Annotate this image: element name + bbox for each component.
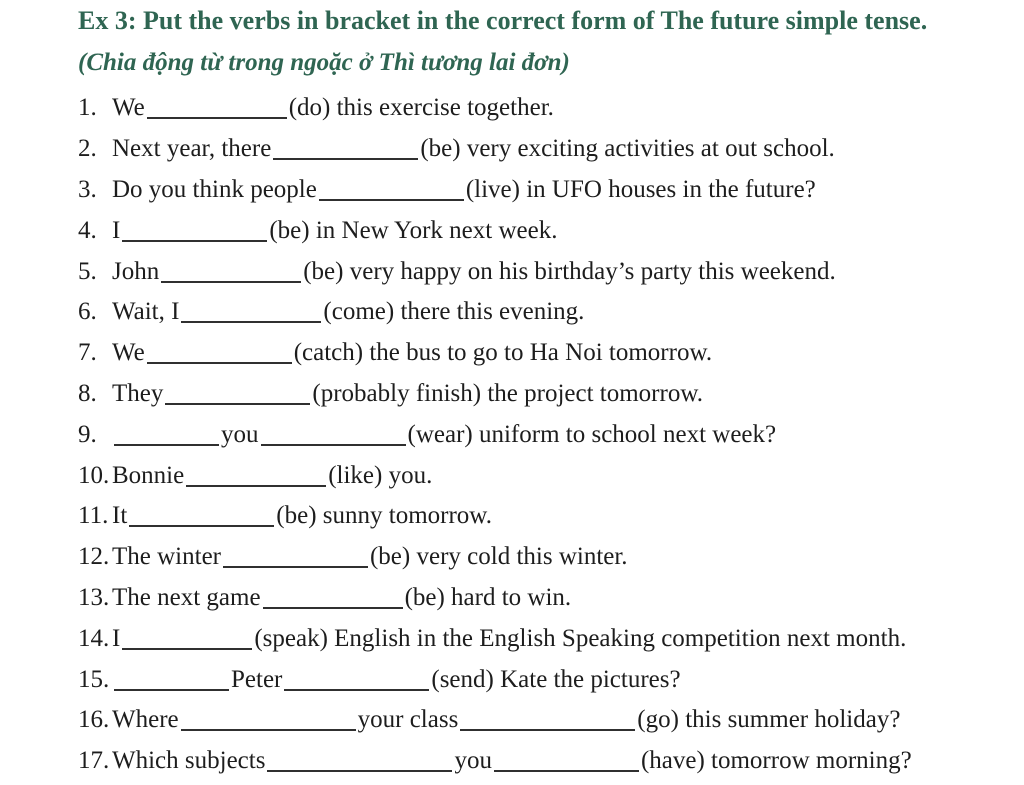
item-text: (like) you. [328,461,433,489]
item-number: 17. [78,747,110,775]
answer-blank[interactable] [161,281,301,283]
item-text: They [112,379,164,407]
exercise-item-12 [78,537,1018,578]
item-text: (live) in UFO houses in the future? [465,175,816,203]
item-text: (be) very exciting activities at out school. [420,135,835,163]
answer-blank[interactable] [122,240,267,242]
item-number: 8. [78,379,97,407]
item-text: (be) sunny tomorrow. [276,502,492,530]
exercise-item-1 [78,88,1018,129]
exercise-item-17 [78,741,1018,782]
answer-blank[interactable] [114,444,219,446]
item-text: (probably finish) the project tomorrow. [312,379,704,407]
exercise-item-4 [78,210,1018,251]
exercise-item-14 [78,618,1018,659]
item-text: I [112,216,121,244]
item-number: 3. [78,175,97,203]
item-text: Where [112,706,179,734]
item-number: 4. [78,216,97,244]
item-text: Bonnie [112,461,185,489]
item-text: Peter [231,665,283,693]
exercise-item-8 [78,374,1018,415]
answer-blank[interactable] [494,770,639,772]
item-text: The next game [112,583,261,611]
exercise-item-10 [78,455,1018,496]
answer-blank[interactable] [122,648,252,650]
exercise-item-16 [78,700,1018,741]
item-text: Wait, I [112,298,180,326]
item-text: (catch) the bus to go to Ha Noi tomorrow. [293,339,713,367]
answer-blank[interactable] [165,403,310,405]
exercise-item-9 [78,414,1018,455]
item-number: 15. [78,665,110,693]
item-text: Next year, there [112,135,272,163]
answer-blank[interactable] [181,321,321,323]
answer-blank[interactable] [284,689,429,691]
item-text: (send) Kate the pictures? [431,665,681,693]
exercise-subtitle: (Chia động từ trong ngoặc ở Thì tương lai đơn) [78,49,570,76]
item-number: 2. [78,135,97,163]
answer-blank[interactable] [460,729,635,731]
item-text: (wear) uniform to school next week? [407,420,777,448]
answer-blank[interactable] [181,729,356,731]
item-text: (have) tomorrow morning? [640,747,912,775]
exercise-item-11 [78,496,1018,537]
answer-blank[interactable] [147,362,292,364]
item-text: We [112,339,145,367]
item-text: (speak) English in the English Speaking competition next month. [254,624,907,652]
exercise-item-3 [78,170,1018,211]
answer-blank[interactable] [114,689,229,691]
answer-blank[interactable] [186,485,326,487]
item-text: It [112,502,128,530]
item-number: 6. [78,298,97,326]
item-number: 12. [78,543,110,571]
answer-blank[interactable] [223,566,368,568]
exercise-item-5 [78,251,1018,292]
item-number: 16. [78,706,110,734]
answer-blank[interactable] [129,525,274,527]
exercise-list [78,88,1018,782]
answer-blank[interactable] [267,770,452,772]
item-text: you [454,747,492,775]
exercise-title: Ex 3: Put the verbs in bracket in the correct form of The future simple tense. [78,6,928,35]
item-number: 9. [78,420,97,448]
item-number: 7. [78,339,97,367]
exercise-item-13 [78,578,1018,619]
item-number: 14. [78,624,110,652]
answer-blank[interactable] [261,444,406,446]
item-number: 11. [78,502,109,530]
item-number: 13. [78,583,110,611]
answer-blank[interactable] [263,607,403,609]
answer-blank[interactable] [319,199,464,201]
exercise-item-6 [78,292,1018,333]
item-number: 10. [78,461,110,489]
exercise-item-7 [78,333,1018,374]
answer-blank[interactable] [273,158,418,160]
item-number: 1. [78,94,97,122]
item-number: 5. [78,257,97,285]
item-text: (be) very happy on his birthday’s party this weekend. [303,257,836,285]
item-text: We [112,94,145,122]
item-text: (be) in New York next week. [269,216,558,244]
item-text: I [112,624,121,652]
item-text: your class [357,706,459,734]
item-text: (be) hard to win. [404,583,572,611]
item-text: you [221,420,259,448]
item-text: (come) there this evening. [323,298,585,326]
answer-blank[interactable] [147,117,287,119]
item-text: Which subjects [112,747,266,775]
exercise-item-15 [78,659,1018,700]
item-text: (go) this summer holiday? [637,706,901,734]
exercise-item-2 [78,129,1018,170]
item-text: (do) this exercise together. [288,94,554,122]
item-text: Do you think people [112,175,317,203]
item-text: John [112,257,160,285]
item-text: (be) very cold this winter. [369,543,628,571]
item-text: The winter [112,543,221,571]
